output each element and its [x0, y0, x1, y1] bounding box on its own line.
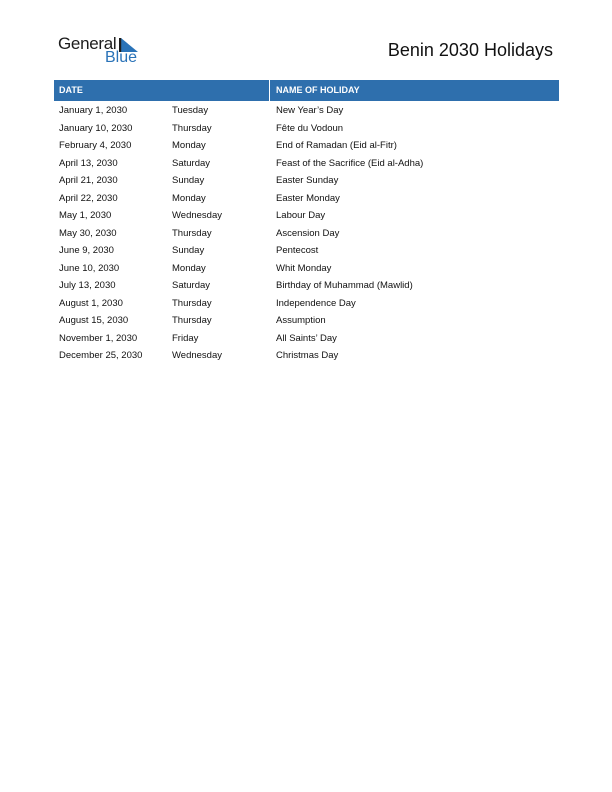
table-row [54, 137, 559, 155]
holiday-name: Feast of the Sacrifice (Eid al-Adha) [276, 157, 424, 169]
holiday-date: July 13, 2030 [59, 280, 116, 291]
holiday-name: Birthday of Muhammad (Mawlid) [276, 280, 413, 291]
holiday-name: Pentecost [276, 245, 319, 256]
column-header-date: DATE [59, 85, 83, 95]
holiday-name: Labour Day [276, 210, 326, 221]
holiday-weekday: Monday [172, 192, 206, 204]
table-row [54, 155, 559, 173]
generalblue-logo [58, 34, 148, 68]
holiday-date: April 13, 2030 [59, 157, 118, 169]
holiday-weekday: Friday [172, 332, 199, 344]
page-title: Benin 2030 Holidays [387, 40, 553, 60]
logo-text-blue: Blue [105, 49, 138, 66]
holiday-weekday: Thursday [172, 122, 212, 134]
holiday-weekday: Thursday [172, 297, 212, 309]
table-row [54, 225, 559, 243]
holiday-name: Assumption [276, 315, 326, 326]
holiday-weekday: Tuesday [172, 105, 209, 116]
holiday-name: Christmas Day [276, 350, 339, 361]
holiday-date: January 10, 2030 [59, 122, 133, 134]
holiday-weekday: Wednesday [172, 210, 222, 221]
holiday-date: August 15, 2030 [59, 315, 129, 326]
header-divider [269, 80, 270, 101]
table-row [54, 277, 559, 295]
holiday-date: November 1, 2030 [59, 332, 138, 344]
holiday-weekday: Monday [172, 262, 206, 274]
holiday-weekday: Saturday [172, 157, 211, 169]
table-header [54, 80, 559, 101]
table-row [54, 120, 559, 138]
table-row [54, 312, 559, 330]
table-row [54, 347, 559, 365]
holiday-date: February 4, 2030 [59, 140, 132, 151]
table-row [54, 172, 559, 190]
holiday-weekday: Wednesday [172, 350, 222, 361]
holiday-weekday: Thursday [172, 315, 212, 326]
holiday-date: April 21, 2030 [59, 175, 118, 186]
table-row [54, 295, 559, 313]
holiday-weekday: Sunday [172, 175, 205, 186]
holiday-name: Independence Day [276, 297, 356, 309]
holiday-weekday: Monday [172, 140, 206, 151]
holiday-weekday: Saturday [172, 280, 211, 291]
holiday-name: Easter Monday [276, 192, 340, 204]
holiday-date: May 30, 2030 [59, 227, 117, 239]
holiday-table [54, 80, 559, 365]
holiday-date: May 1, 2030 [59, 210, 112, 221]
logo-text-general: General [58, 34, 117, 53]
holiday-weekday: Sunday [172, 245, 205, 256]
holiday-date: June 9, 2030 [59, 245, 114, 256]
holiday-name: New Year’s Day [276, 105, 344, 116]
holiday-name: Whit Monday [276, 262, 332, 274]
holiday-date: June 10, 2030 [59, 262, 120, 274]
table-row [54, 102, 559, 120]
holiday-name: Ascension Day [276, 227, 340, 239]
holiday-name: All Saints’ Day [276, 332, 337, 344]
table-row [54, 242, 559, 260]
holiday-date: August 1, 2030 [59, 297, 123, 309]
holiday-name: Easter Sunday [276, 175, 339, 186]
holiday-date: December 25, 2030 [59, 350, 143, 361]
holiday-date: April 22, 2030 [59, 192, 118, 204]
holiday-date: January 1, 2030 [59, 105, 128, 116]
table-row [54, 330, 559, 348]
holiday-weekday: Thursday [172, 227, 212, 239]
table-row [54, 260, 559, 278]
table-row [54, 190, 559, 208]
table-row [54, 207, 559, 225]
holiday-name: Fête du Vodoun [276, 122, 344, 134]
holiday-name: End of Ramadan (Eid al-Fitr) [276, 140, 397, 151]
column-header-name: NAME OF HOLIDAY [276, 85, 360, 95]
table-body [54, 101, 559, 365]
